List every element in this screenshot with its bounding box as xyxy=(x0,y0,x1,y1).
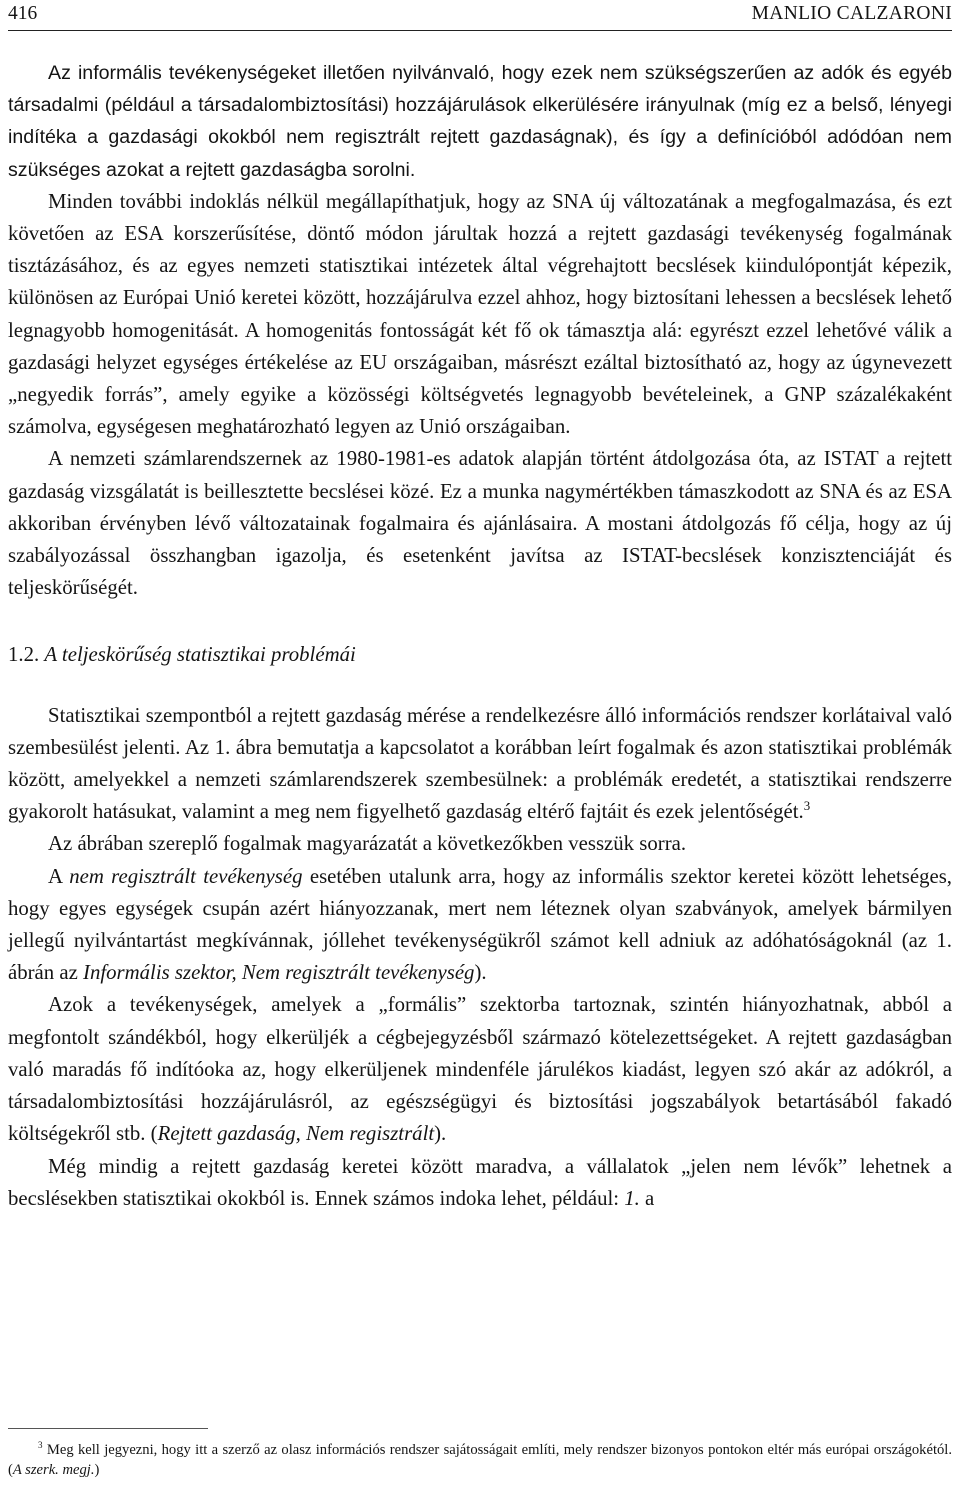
paragraph-informal-activities: Az informális tevékenységeket illetően nyilvánvaló, hogy ezek nem szükségszerűen az adók és egyéb társadalmi (például a társadalombiztosítási) hozzájárulások elkerülésére irányulnak (míg ez a belső, lényegi indítéka a gazdasági okokból nem regisztrált rejtett gazdaságnak), és így a definícióból adódóan nem szükséges azokat a rejtett gazdaságba sorolni. xyxy=(8,62,952,181)
footnote-reference: 3 xyxy=(803,799,811,814)
running-header xyxy=(8,0,952,31)
text-run: Meg kell jegyezni, hogy itt a szerző az olasz információs rendszer sajátosságait említi, mely rendszer bizonyos pontokon eltér más európai országokétól. ( xyxy=(8,1442,952,1478)
section-heading xyxy=(8,639,952,671)
footnote-marker: 3 xyxy=(38,1440,43,1451)
text-run: Minden további indoklás nélkül megállapíthatjuk, hogy az SNA új változatának a megfogalmazása, és ezt követően az ESA korszerűsítése, döntő módon járultak hozzá a rejtett gazdasági tevékenység fogalmának tisztázásához, és az egyes nemzeti statisztikai intézetek által végrehajtott becslések kiindulópontját képezik, különösen az Európai Unió keretei között, hozzájárulva ezzel ahhoz, hogy biztosítani lehessen a becslések lehető legnagyobb homogenitását. A homogenitás fontosságát két fő ok támasztja alá: egyrészt ezzel lehetővé válik a gazdasági helyzet egységes értékelése az EU országaiban, másrészt ezáltal biztosítható az, hogy az úgynevezett „negyedik forrás”, amely egyike a közösségi költségvetés legnagyobb bevételeinek, a GNP százalékaként számolva, egységesen meghatározható legyen az Unió országaiban. xyxy=(8,189,952,439)
italic-term: Rejtett gazdaság, Nem regisztrált xyxy=(157,1122,435,1146)
paragraph-absent-enterprises xyxy=(8,1151,952,1215)
text-run: A xyxy=(48,864,70,888)
footnote-divider xyxy=(8,1428,208,1429)
section-number: 1.2. xyxy=(8,643,40,667)
italic-term: Informális szektor, Nem regisztrált tevékenység xyxy=(83,961,475,985)
italic-term: nem regisztrált tevékenység xyxy=(69,864,303,888)
text-run: ). xyxy=(434,1122,447,1146)
text-run: Statisztikai szempontból a rejtett gazdaság mérése a rendelkezésre álló információs rendszer korlátaival való szembesülést jelenti. Az 1. ábra bemutatja a kapcsolatot a korábban leírt fogalmak és azon statisztikai problémák között, amelyekkel a nemzeti számlarendszerek szembesülnek: a problémák eredetét, a statisztikai rendszerre gyakorolt hatásukat, valamint a meg nem figyelhető gazdaság eltérő fajtáit és ezek jelentőségét. xyxy=(8,703,952,824)
paragraph-istat-revision xyxy=(8,443,952,604)
paragraph-figure-concepts xyxy=(8,828,952,860)
italic-term: A szerk. megj. xyxy=(12,1462,95,1478)
text-run: ). xyxy=(474,961,487,985)
page-body xyxy=(8,57,952,1215)
italic-term: 1. xyxy=(624,1186,640,1210)
text-run: esetében utalunk arra, hogy az informális szektor keretei között lehetséges, hogy egyes egységek csupán azért hiányozzanak, mert nem léteznek olyan szabványok, amelyek bármilyen jellegű nyilvántartást megkívánnak, jóllehet tevékenységükről számot kell adniuk az adóhatóságoknál (az 1. ábrán az xyxy=(8,864,952,985)
text-run: a xyxy=(639,1186,655,1210)
text-run: A nemzeti számlarendszernek az 1980-1981-es adatok alapján történt átdolgozása óta, az ISTAT a rejtett gazdaság vizsgálatát is beillesztette becslései közé. Ez a munka nagymértékben támaszkodott az SNA és az ESA akkoriban érvényben lévő változatainak fogalmaira és ajánlásaira. A mostani átdolgozás fő célja, hogy az új szabályozással összhangban igazolja, és esetenként javítsa az ISTAT-becslések konzisztenciáját és teljeskörűségét. xyxy=(8,447,952,600)
text-run: Az ábrában szereplő fogalmak magyarázatát a következőkben vesszük sorra. xyxy=(48,832,687,856)
text-run: Még mindig a rejtett gazdaság keretei között maradva, a vállalatok „jelen nem lévők” lehetnek a becslésekben statisztikai okokból is. Ennek számos indoka lehet, például: xyxy=(8,1154,952,1210)
paragraph-formal-sector xyxy=(8,989,952,1150)
paragraph-sna-esa xyxy=(8,186,952,444)
footnote-3 xyxy=(8,1440,952,1480)
text-run: ) xyxy=(94,1462,100,1478)
footnote-text xyxy=(8,1442,952,1478)
paragraph-statistical-view xyxy=(8,700,952,829)
text-run: Azok a tevékenységek, amelyek a „formális” szektorba tartoznak, szintén hiányozhatnak, abból a megfontolt szándékból, hogy elkerüljék a cégbejegyzésből származó kötelezettségeket. A rejtett gazdaságban való maradás fő indítóoka az, hogy elkerüljenek mindenféle járulékos kiadást, legyen szó akár az adókról, a társadalombiztosítási hozzájárulásról, az egészségügyi és biztosítási jogszabályok betartásából fakadó költségekről stb. ( xyxy=(8,993,952,1146)
paragraph-unregistered-activity xyxy=(8,861,952,990)
running-title: MANLIO CALZARONI xyxy=(751,3,952,24)
page-number: 416 xyxy=(8,3,38,24)
section-title: A teljeskörűség statisztikai problémái xyxy=(44,643,356,667)
